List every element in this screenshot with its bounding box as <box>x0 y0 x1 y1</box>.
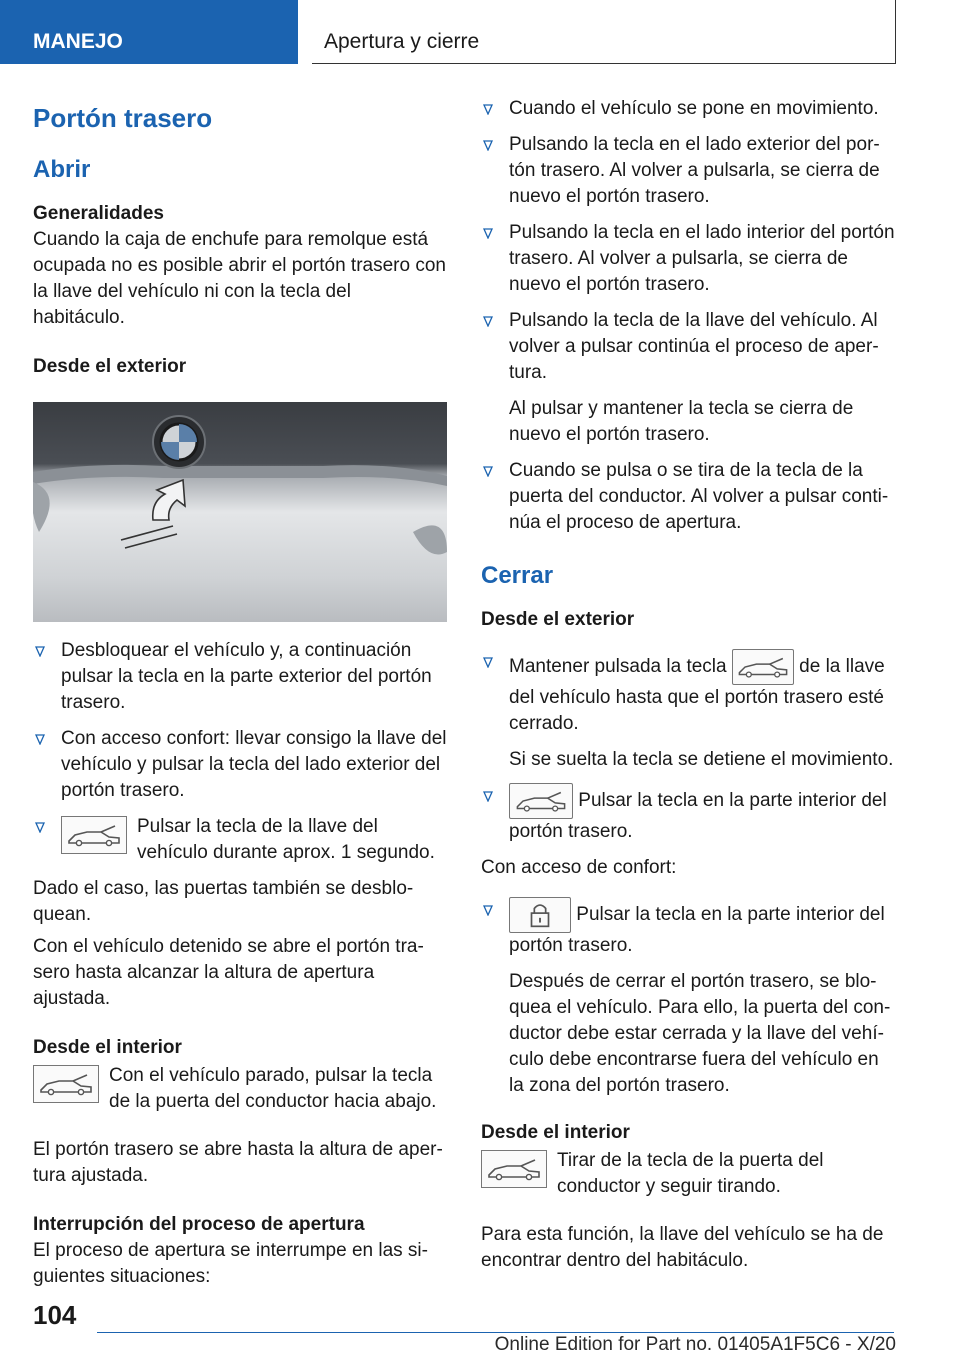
car-tailgate-icon <box>481 1150 547 1188</box>
bullet-triangle-icon <box>483 228 493 239</box>
bullet-triangle-icon <box>483 791 493 802</box>
open-height-note: Con el vehículo detenido se abre el portón tra‐sero hasta alcanzar la altura de apertura ajustada. <box>33 936 424 1009</box>
list-item-sub: Después de cerrar el portón trasero, se blo‐quea el vehículo. Para ello, la puerta del con‐ductor debe estar cerrada y la llave del vehí‐culo debe encontrarse fuera del vehículo en la zona del portón trasero. <box>509 971 891 1096</box>
list-item: Pulsando la tecla en el lado exterior del por‐tón trasero. Al volver a pulsarla, se cierra de nuevo el portón trasero. <box>481 132 896 210</box>
interrupt-text: El proceso de apertura se interrumpe en las si‐guientes situaciones: <box>33 1240 428 1287</box>
bullet-triangle-icon <box>483 104 493 115</box>
general-text: Cuando la caja de enchufe para remolque está ocupada no es posible abrir el portón trasero con la llave del vehículo ni con la tecla del habitáculo. <box>33 229 446 328</box>
outside-heading: Desde el exterior <box>33 356 187 377</box>
page-title: Portón trasero <box>33 103 213 133</box>
close-outside-heading: Desde el exterior <box>481 609 635 630</box>
list-item: Desbloquear el vehículo y, a continuación pulsar la tecla en la parte exterior del portón trasero. <box>33 638 447 716</box>
bullet-triangle-icon <box>483 316 493 327</box>
bullet-triangle-icon <box>35 646 45 657</box>
bullet-triangle-icon <box>483 466 493 477</box>
right-column <box>481 96 896 1274</box>
bullet-triangle-icon <box>483 140 493 151</box>
close-inside-text: Tirar de la tecla de la puerta del conductor y seguir tirando. <box>557 1150 824 1197</box>
bullet-triangle-icon <box>35 822 45 833</box>
list-item-sub: Si se suelta la tecla se detiene el movimiento. <box>509 749 894 770</box>
chapter-title: Apertura y cierre <box>312 0 896 64</box>
car-tailgate-icon <box>732 649 794 685</box>
list-item: Con acceso confort: llevar consigo la llave del vehículo y pulsar la tecla del lado exterior del portón trasero. <box>33 726 447 804</box>
list-item: Pulsar la tecla en la parte interior del portón trasero. <box>481 897 896 959</box>
list-item-sub: Al pulsar y mantener la tecla se cierra de nuevo el portón trasero. <box>509 398 854 445</box>
inside-text: Con el vehículo parado, pulsar la tecla de la puerta del conductor hacia abajo. <box>109 1065 437 1112</box>
car-tailgate-icon <box>509 783 573 819</box>
open-heading: Abrir <box>33 156 91 183</box>
inside-heading: Desde el interior <box>33 1037 182 1058</box>
bmw-tailgate-button-photo <box>33 402 447 622</box>
list-item: Pulsando la tecla de la llave del vehículo. Al volver a pulsar continúa el proceso de aper‐tura. <box>481 308 896 386</box>
general-heading: Generalidades <box>33 203 164 224</box>
list-item: Pulsar la tecla en la parte interior del portón trasero. <box>481 783 896 845</box>
bullet-triangle-icon <box>483 657 493 668</box>
close-inside-heading: Desde el interior <box>481 1122 630 1143</box>
final-text: Para esta función, la llave del vehículo se ha de encontrar dentro del habitáculo. <box>481 1224 884 1271</box>
inside-after-text: El portón trasero se abre hasta la altura de aper‐tura ajustada. <box>33 1139 443 1186</box>
page-number: 104 <box>33 1300 77 1330</box>
interrupt-heading: Interrupción del proceso de apertura <box>33 1214 365 1235</box>
lock-icon <box>509 897 571 933</box>
bullet-triangle-icon <box>483 905 493 916</box>
car-tailgate-icon <box>61 816 127 854</box>
list-item: Cuando se pulsa o se tira de la tecla de la puerta del conductor. Al volver a pulsar conti‐núa el proceso de apertura. <box>481 458 896 536</box>
bullet-triangle-icon <box>35 734 45 745</box>
list-item: Mantener pulsada la tecla de la llave del vehículo hasta que el portón trasero esté cerrado. <box>481 649 896 737</box>
left-column <box>33 96 447 1290</box>
unlock-note: Dado el caso, las puertas también se desblo‐quean. <box>33 878 414 925</box>
list-item: Pulsando la tecla en el lado interior del portón trasero. Al volver a pulsarla, se cierra de nuevo el portón trasero. <box>481 220 896 298</box>
list-item: Pulsar la tecla de la llave del vehículo durante aprox. 1 segundo. <box>33 814 447 866</box>
footer-divider <box>97 1332 894 1333</box>
car-tailgate-icon <box>33 1065 99 1103</box>
comfort-label: Con acceso de confort: <box>481 857 677 878</box>
close-heading: Cerrar <box>481 562 554 589</box>
section-tab: MANEJO <box>0 0 298 64</box>
footer-edition: Online Edition for Part no. 01405A1F5C6 - X/20 <box>494 1334 896 1355</box>
list-item: Cuando el vehículo se pone en movimiento. <box>481 96 896 122</box>
